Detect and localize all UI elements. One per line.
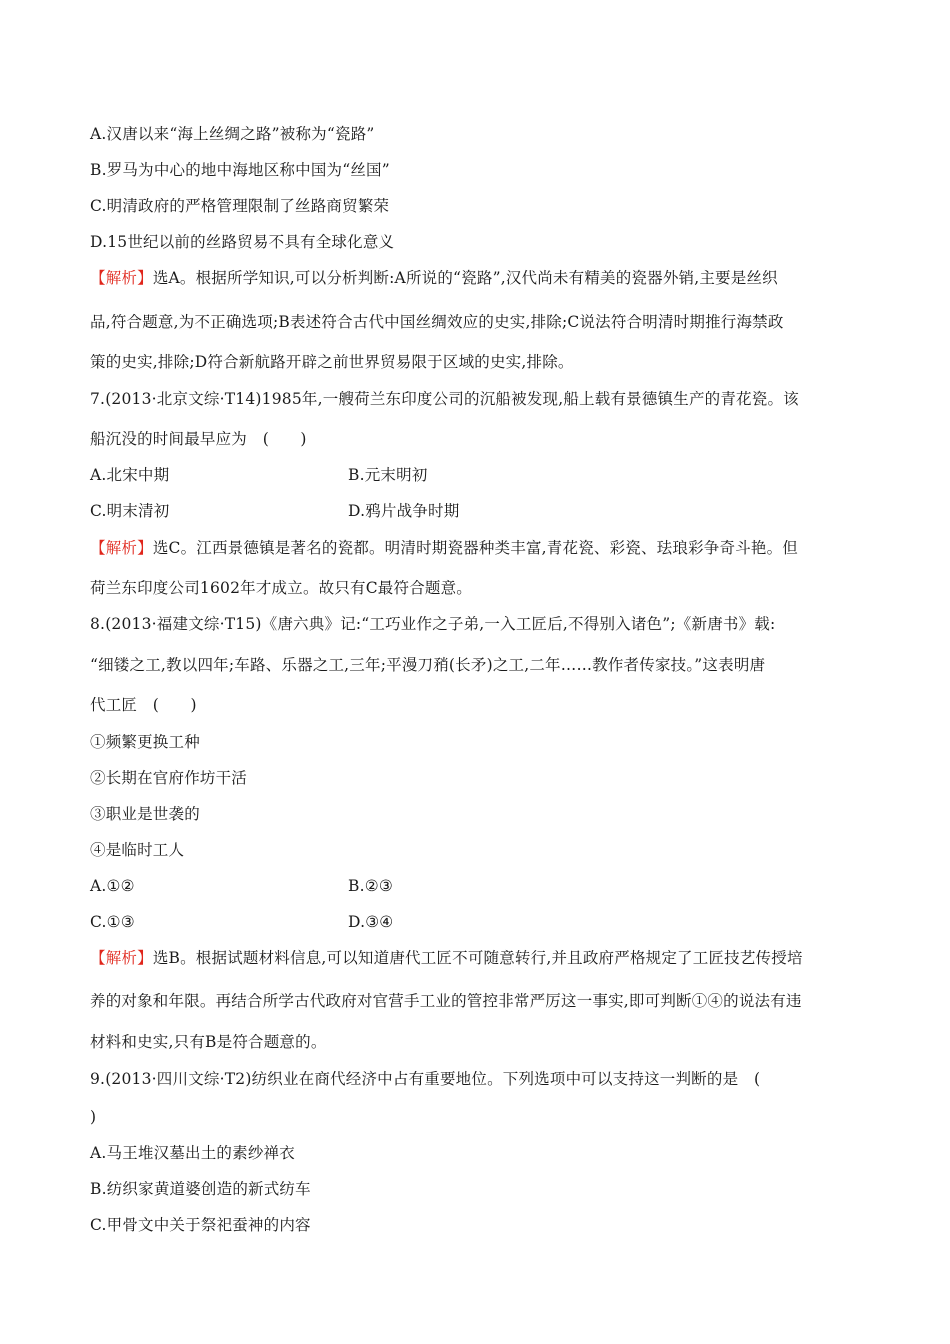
q8-analysis-line: 材料和史实,只有B是符合题意的。 xyxy=(90,1033,327,1051)
analysis-tag: 【解析】 xyxy=(90,269,153,287)
q8-options-row xyxy=(90,912,394,932)
q7-analysis-text: 选C。江西景德镇是著名的瓷都。明清时期瓷器种类丰富,青花瓷、彩瓷、珐琅彩争奇斗艳。但 xyxy=(152,539,799,557)
q8-item: ④是临时工人 xyxy=(90,841,185,859)
q7-option-a: A.北宋中期 xyxy=(90,466,170,484)
q7-options-row xyxy=(90,465,428,485)
q6-option-b: B.罗马为中心的地中海地区称中国为“丝国” xyxy=(90,161,390,179)
q6-option-d: D.15世纪以前的丝路贸易不具有全球化意义 xyxy=(90,233,395,251)
q8-analysis-text: 选B。根据试题材料信息,可以知道唐代工匠不可随意转行,并且政府严格规定了工匠技艺传授培 xyxy=(152,949,803,967)
q9-option-a: A.马王堆汉墓出土的素纱禅衣 xyxy=(90,1144,295,1162)
q8-option-b: B.②③ xyxy=(348,877,393,895)
q9-stem-line: ) xyxy=(90,1108,97,1126)
q8-stem-line: 8.(2013·福建文综·T15)《唐六典》记:“工巧业作之子弟,一入工匠后,不得别入诸色”;《新唐书》载: xyxy=(90,615,776,633)
q8-option-a: A.①② xyxy=(90,877,135,895)
q8-stem-line: “细镂之工,教以四年;车路、乐器之工,三年;平漫刀矟(长矛)之工,二年……教作者传家技。”这表明唐 xyxy=(90,656,766,674)
analysis-tag: 【解析】 xyxy=(90,539,153,557)
q7-stem-line: 7.(2013·北京文综·T14)1985年,一艘荷兰东印度公司的沉船被发现,船上载有景德镇生产的青花瓷。该 xyxy=(90,390,799,408)
q7-option-d: D.鸦片战争时期 xyxy=(348,502,460,520)
q6-analysis-text: 选A。根据所学知识,可以分析判断:A所说的“瓷路”,汉代尚未有精美的瓷器外销,主要是丝织 xyxy=(152,269,778,287)
q8-analysis-line xyxy=(90,948,803,968)
q7-options-row xyxy=(90,501,460,521)
q7-option-b: B.元末明初 xyxy=(348,466,428,484)
q9-stem-line: 9.(2013·四川文综·T2)纺织业在商代经济中占有重要地位。下列选项中可以支持这一判断的是 ( xyxy=(90,1070,761,1088)
q7-option-c: C.明末清初 xyxy=(90,502,170,520)
q8-options-row xyxy=(90,876,393,896)
q8-option-d: D.③④ xyxy=(348,913,394,931)
q7-analysis-line xyxy=(90,538,798,558)
q9-option-b: B.纺织家黄道婆创造的新式纺车 xyxy=(90,1180,311,1198)
q6-option-c: C.明清政府的严格管理限制了丝路商贸繁荣 xyxy=(90,197,390,215)
q8-item: ③职业是世袭的 xyxy=(90,805,200,823)
q9-option-c: C.甲骨文中关于祭祀蚕神的内容 xyxy=(90,1216,311,1234)
q7-analysis-line: 荷兰东印度公司1602年才成立。故只有C最符合题意。 xyxy=(90,579,473,597)
q7-stem-line: 船沉没的时间最早应为 ( ) xyxy=(90,430,307,448)
q6-analysis-line xyxy=(90,268,778,288)
q6-analysis-line: 策的史实,排除;D符合新航路开辟之前世界贸易限于区域的史实,排除。 xyxy=(90,353,574,371)
q8-option-c: C.①③ xyxy=(90,913,135,931)
analysis-tag: 【解析】 xyxy=(90,949,153,967)
q6-analysis-line: 品,符合题意,为不正确选项;B表述符合古代中国丝绸效应的史实,排除;C说法符合明清时期推行海禁政 xyxy=(90,313,784,331)
q8-analysis-line: 养的对象和年限。再结合所学古代政府对官营手工业的管控非常严厉这一事实,即可判断①④的说法有违 xyxy=(90,992,802,1010)
q8-item: ②长期在官府作坊干活 xyxy=(90,769,248,787)
q6-option-a: A.汉唐以来“海上丝绸之路”被称为“瓷路” xyxy=(90,125,375,143)
q8-item: ①频繁更换工种 xyxy=(90,733,200,751)
q8-stem-line: 代工匠 ( ) xyxy=(90,696,197,714)
